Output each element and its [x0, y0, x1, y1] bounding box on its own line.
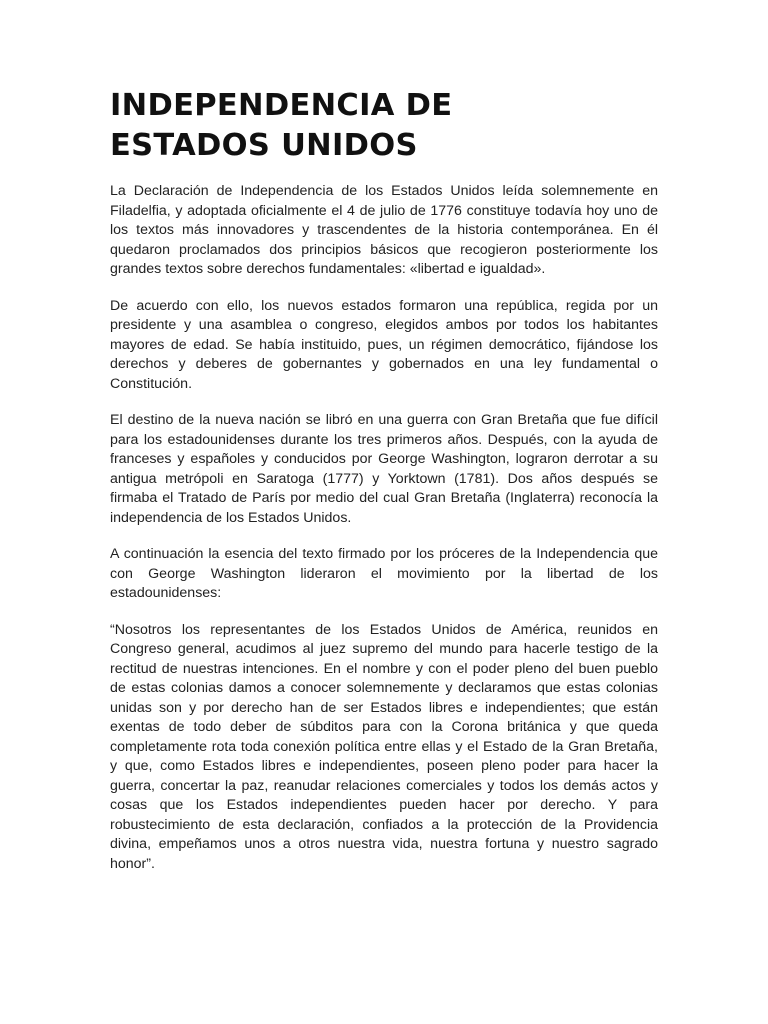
document-page: [110, 86, 658, 891]
paragraph-declaration-intro: La Declaración de Independencia de los Estados Unidos leída solemnemente en Filadelfia, y adoptada oficialmente el 4 de julio de 1776 constituye todavía hoy uno de los textos más innovadores y trascendentes de la historia contemporánea. En él quedaron proclamados dos principios básicos que recogieron posteriormente los grandes textos sobre derechos fundamentales: «libertad e igualdad».: [110, 183, 658, 277]
paragraph-republic: De acuerdo con ello, los nuevos estados formaron una república, regida por un presidente y una asamblea o congreso, elegidos ambos por todos los habitantes mayores de edad. Se había instituido, pues, un régimen democrático, fijándose los derechos y deberes de gobernantes y gobernados en una ley fundamental o Constitución.: [110, 297, 658, 392]
paragraph-declaration-quote: “Nosotros los representantes de los Estados Unidos de América, reunidos en Congreso general, acudimos al juez supremo del mundo para hacerle testigo de la rectitud de nuestras intenciones. En el nombre y con el poder pleno del buen pueblo de estas colonias damos a conocer solemnemente y declaramos que estas colonias unidas son y por derecho han de ser Estados libres e independientes; que están exentas de todo deber de súbditos para con la Corona británica y que queda completamente rota toda conexión política entre ellas y el Estado de la Gran Bretaña, y que, como Estados libres e independientes, poseen pleno poder para hacer la guerra, concertar la paz, reanudar relaciones comerciales y todos los demás actos y cosas que los Estados independientes pueden hacer por derecho. Y para robustecimiento de esta declaración, confiados a la protección de la Providencia divina, empeñamos unos a otros nuestra vida, nuestra fortuna y nuestro sagrado honor”.: [110, 621, 658, 872]
paragraph-war: El destino de la nueva nación se libró en una guerra con Gran Bretaña que fue difícil para los estadounidenses durante los tres primeros años. Después, con la ayuda de franceses y españoles y conducidos por George Washington, lograron derrotar a su antigua metrópoli en Saratoga (1777) y Yorktown (1781). Dos años después se firmaba el Tratado de París por medio del cual Gran Bretaña (Inglaterra) reconocía la independencia de los Estados Unidos.: [110, 412, 658, 526]
title-line-1: INDEPENDENCIA DE: [110, 88, 453, 123]
paragraph-quote-intro: A continuación la esencia del texto firmado por los próceres de la Independencia que con George Washington lideraron el movimiento por la libertad de los estadounidenses:: [110, 546, 658, 601]
page-title: [110, 86, 658, 166]
title-line-2: ESTADOS UNIDOS: [110, 128, 418, 163]
